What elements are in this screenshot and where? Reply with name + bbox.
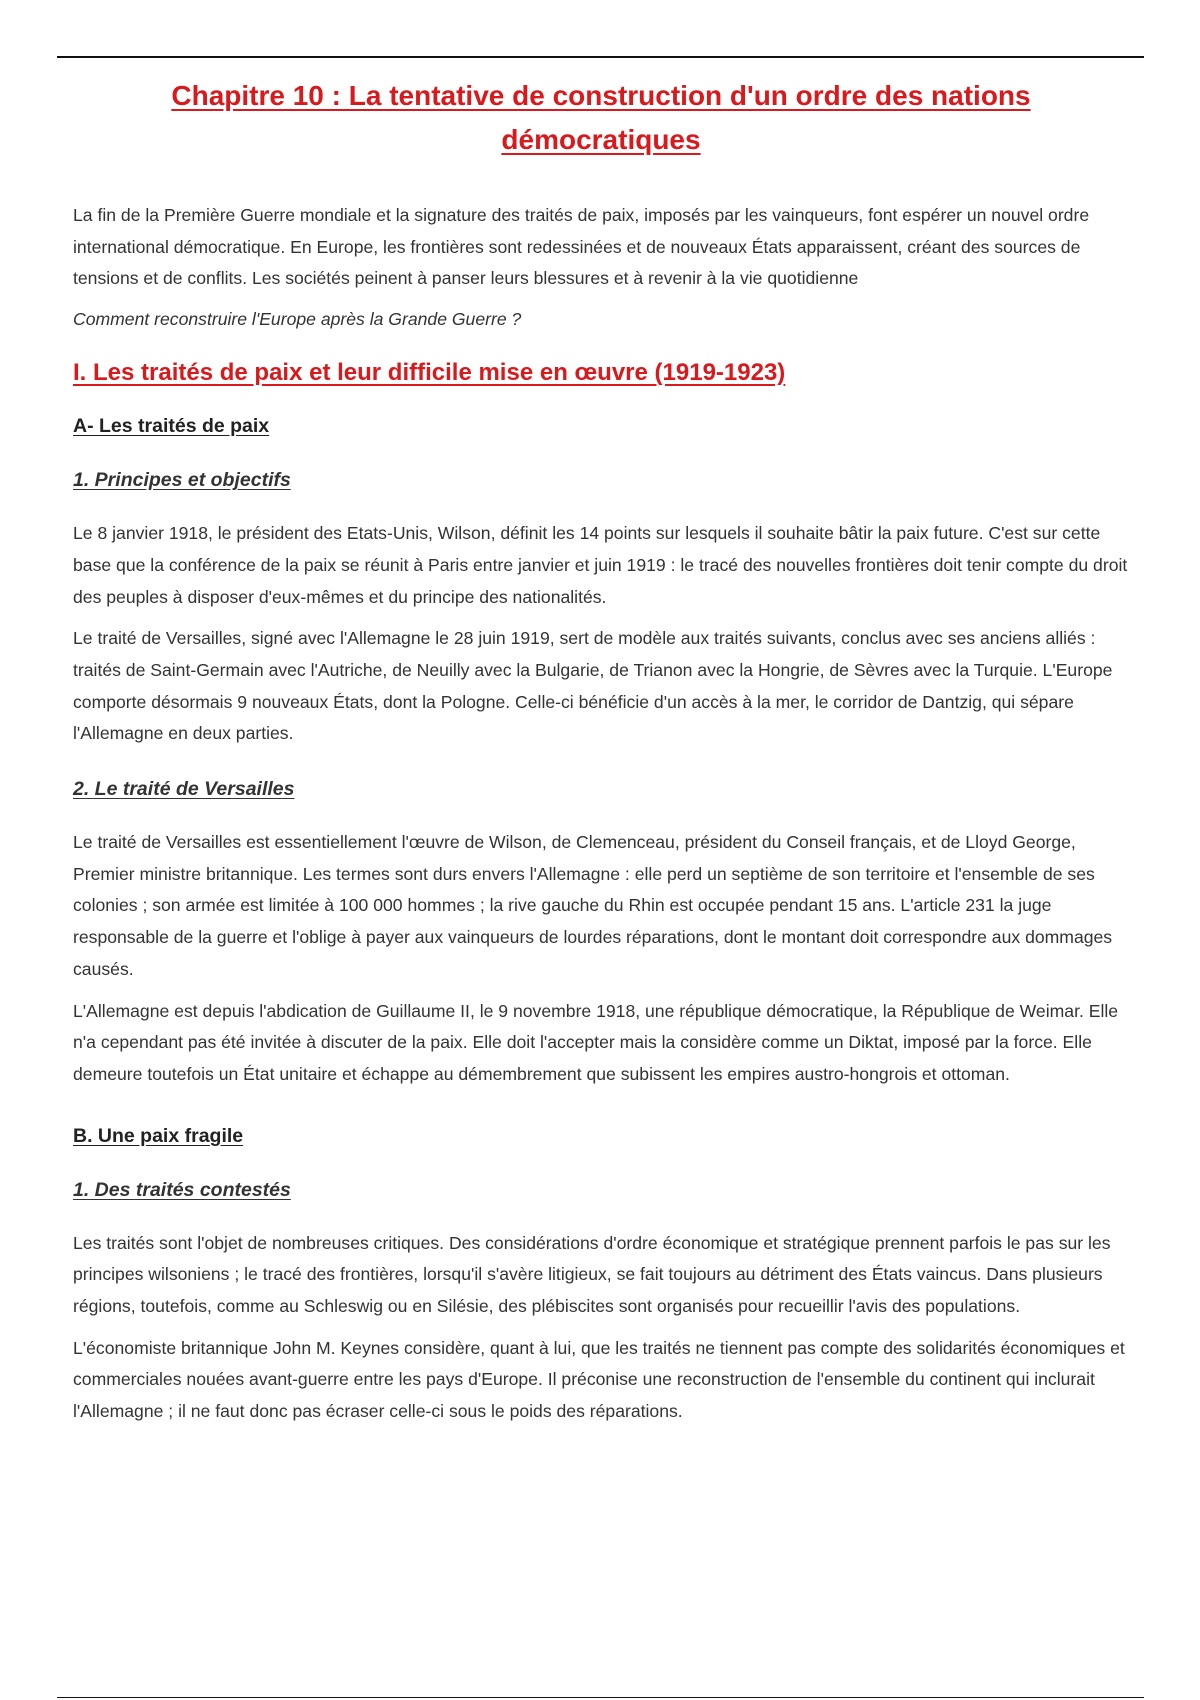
section-1-title: I. Les traités de paix et leur difficile mise en œuvre (1919-1923) [73,359,786,387]
part-b-sub-1-title: 1. Des traités contestés [73,1178,291,1201]
top-rule [57,56,1144,58]
part-a-sub-2-paragraph-1: Le traité de Versailles est essentiellement l'œuvre de Wilson, de Clemenceau, président du Conseil français, et de Lloyd George, Premier ministre britannique. Les termes sont durs envers l'Allemagne : elle perd un septième de son territoire et l'ensemble de ses colonies ; son armée est limitée à 100 000 hommes ; la rive gauche du Rhin est occupée pendant 15 ans. L'article 231 la juge responsable de la guerre et l'oblige à payer aux vainqueurs de lourdes réparations, dont le montant doit correspondre aux dommages causés. [73,832,1113,979]
intro-paragraph: La fin de la Première Guerre mondiale et la signature des traités de paix, imposés par les vainqueurs, font espérer un nouvel ordre international démocratique. En Europe, les frontières sont redessinées et de nouveaux États apparaissent, créant des sources de tensions et de conflits. Les sociétés peinent à panser leurs blessures et à revenir à la vie quotidienne [73,205,1090,289]
part-a-sub-1-paragraph-1: Le 8 janvier 1918, le président des Etats-Unis, Wilson, définit les 14 points sur lesquels il souhaite bâtir la paix future. C'est sur cette base que la conférence de la paix se réunit à Paris entre janvier et juin 1919 : le tracé des nouvelles frontières doit tenir compte du droit des peuples à disposer d'eux-mêmes et du principe des nationalités. [73,523,1128,607]
part-a-sub-2-paragraph-2: L'Allemagne est depuis l'abdication de Guillaume II, le 9 novembre 1918, une république démocratique, la République de Weimar. Elle n'a cependant pas été invitée à discuter de la paix. Elle doit l'accepter mais la considère comme un Diktat, imposé par la force. Elle demeure toutefois un État unitaire et échappe au démembrement que subissent les empires austro-hongrois et ottoman. [73,1000,1119,1084]
part-a-sub-1-paragraph-2: Le traité de Versailles, signé avec l'Allemagne le 28 juin 1919, sert de modèle aux traités suivants, conclus avec ses anciens alliés : traités de Saint-Germain avec l'Autriche, de Neuilly avec la Bulgarie, de Trianon avec la Hongrie, de Sèvres avec la Turquie. L'Europe comporte désormais 9 nouveaux États, dont la Pologne. Celle-ci bénéficie d'un accès à la mer, le corridor de Dantzig, qui sépare l'Allemagne en deux parties. [73,628,1113,744]
part-b-sub-1-paragraph-1: Les traités sont l'objet de nombreuses critiques. Des considérations d'ordre économique et stratégique prennent parfois le pas sur les principes wilsoniens ; le tracé des frontières, lorsqu'il s'avère litigieux, se fait toujours au détriment des États vaincus. Dans plusieurs régions, toutefois, comme au Schleswig ou en Silésie, des plébiscites sont organisés pour recueillir l'avis des populations. [73,1232,1111,1317]
document-page [73,74,1129,1428]
part-a-sub-1-title: 1. Principes et objectifs [73,469,291,492]
bottom-rule [57,1697,1144,1698]
part-b-title: B. Une paix fragile [73,1124,244,1147]
part-a-title: A- Les traités de paix [73,415,270,438]
part-b-sub-1-paragraph-2: L'économiste britannique John M. Keynes considère, quant à lui, que les traités ne tiennent pas compte des solidarités économiques et commerciales nouées avant-guerre entre les pays d'Europe. Il préconise une reconstruction de l'ensemble du continent qui inclurait l'Allemagne ; il ne faut donc pas écraser celle-ci sous le poids des réparations. [73,1337,1125,1422]
intro-question: Comment reconstruire l'Europe après la Grande Guerre ? [73,309,522,330]
chapter-title: Chapitre 10 : La tentative de construction d'un ordre des nations démocratiques [171,80,1031,155]
part-a-sub-2-title: 2. Le traité de Versailles [73,778,295,801]
